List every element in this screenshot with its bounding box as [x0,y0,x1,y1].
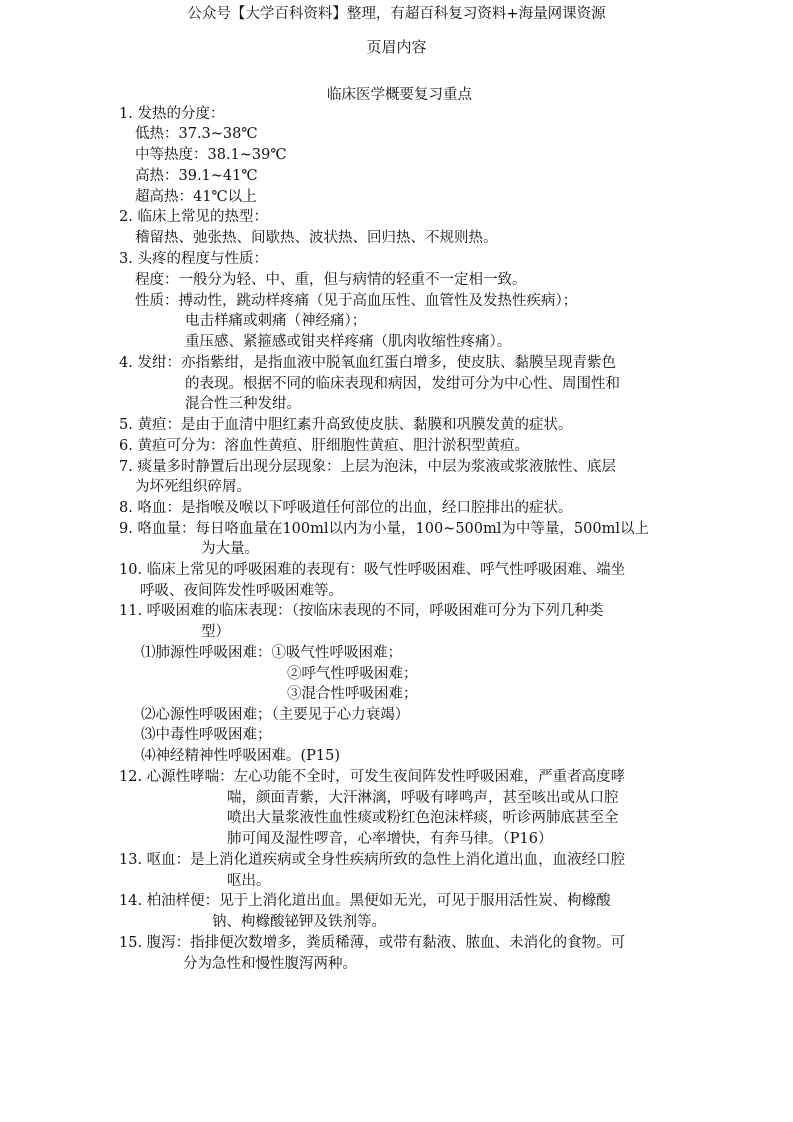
text-line: 呼吸、夜间阵发性呼吸困难等。 [140,583,343,599]
text-line: 8. 咯血：是指喉及喉以下呼吸道任何部位的出血，经口腔排出的症状。 [119,500,573,516]
text-line: 混合性三种发绀。 [185,396,301,412]
text-line: 5. 黄疸：是由于血清中胆红素升高致使皮肤、黏膜和巩膜发黄的症状。 [119,417,573,433]
text-line: 12. 心源性哮喘：左心功能不全时，可发生夜间阵发性呼吸困难，严重者高度哮 [119,769,626,785]
text-line: 3. 头疼的程度与性质： [119,251,268,267]
text-line: 重压感、紧箍感或钳夹样疼痛（肌肉收缩性疼痛）。 [185,334,512,350]
text-line: 11. 呼吸困难的临床表现：（按临床表现的不同，呼吸困难可分为下列几种类 [119,603,604,619]
text-line: 15. 腹泻：指排便次数增多，粪质稀薄，或带有黏液、脓血、未消化的食物。可 [119,935,626,951]
text-line: ②呼气性呼吸困难； [287,666,418,682]
text-line: ⑵心源性呼吸困难；（主要见于心力衰竭） [141,707,410,723]
text-line: 分为急性和慢性腹泻两种。 [183,956,357,972]
text-line: 超高热：41℃以上 [135,189,257,205]
text-line: 低热：37.3~38℃ [135,126,258,142]
text-line: 13. 呕血：是上消化道疾病或全身性疾病所致的急性上消化道出血，血液经口腔 [119,852,626,868]
text-line: 高热：39.1~41℃ [135,168,258,184]
text-line: ③混合性呼吸困难； [287,686,418,702]
text-line: 7. 痰量多时静置后出现分层现象：上层为泡沫，中层为浆液或浆液脓性、底层 [119,459,616,475]
text-line: ⑴肺源性呼吸困难：①吸气性呼吸困难； [141,645,402,661]
text-line: 的表现。根据不同的临床表现和病因，发绀可分为中心性、周围性和 [185,376,620,392]
text-line: 6. 黄疸可分为：溶血性黄疸、肝细胞性黄疸、胆汁淤积型黄疸。 [119,438,529,454]
text-line: 喷出大量浆液性血性痰或粉红色泡沫样痰，听诊两肺底甚至全 [227,810,619,826]
document-title: 临床医学概要复习重点 [327,87,472,103]
text-line: 肺可闻及湿性啰音，心率增快，有奔马律。（P16） [227,831,553,847]
text-line: 2. 临床上常见的热型： [119,209,268,225]
text-line: ⑷神经精神性呼吸困难。(P15) [141,748,341,764]
text-line: 性质：搏动性，跳动样疼痛（见于高血压性、血管性及发热性疾病）； [135,293,578,309]
text-line: 1. 发热的分度： [119,106,225,122]
text-line: 电击样痛或刺痛（神经痛）； [185,313,367,329]
text-line: ⑶中毒性呼吸困难； [141,727,272,743]
page-header: 页眉内容 [366,38,427,56]
text-line: 喘，颜面青紫，大汗淋漓，呼吸有哮鸣声，甚至咳出或从口腔 [227,790,619,806]
text-line: 中等热度：38.1~39℃ [135,147,287,163]
text-line: 呕出。 [227,873,271,889]
text-line: 稽留热、弛张热、间歇热、波状热、回归热、不规则热。 [135,230,498,246]
text-line: 9. 咯血量：每日咯血量在100ml以内为小量，100~500ml为中等量，500ml以上 [119,521,649,537]
text-line: 钠、枸橼酸铋钾及铁剂等。 [212,914,386,930]
text-line: 10. 临床上常见的呼吸困难的表现有：吸气性呼吸困难、呼气性呼吸困难、端坐 [119,562,626,578]
banner-text: 公众号【大学百科资料】整理，有超百科复习资料+海量网课资源 [187,6,606,22]
text-line: 型） [201,624,230,640]
text-line: 为大量。 [201,541,259,557]
text-line: 4. 发绀：亦指紫绀，是指血液中脱氧血红蛋白增多，使皮肤、黏膜呈现青紫色 [119,355,616,371]
text-line: 为坏死组织碎屑。 [135,479,251,495]
text-line: 14. 柏油样便：见于上消化道出血。黑便如无光，可见于服用活性炭、枸橼酸 [119,893,611,909]
text-line: 程度：一般分为轻、中、重，但与病情的轻重不一定相一致。 [135,272,527,288]
